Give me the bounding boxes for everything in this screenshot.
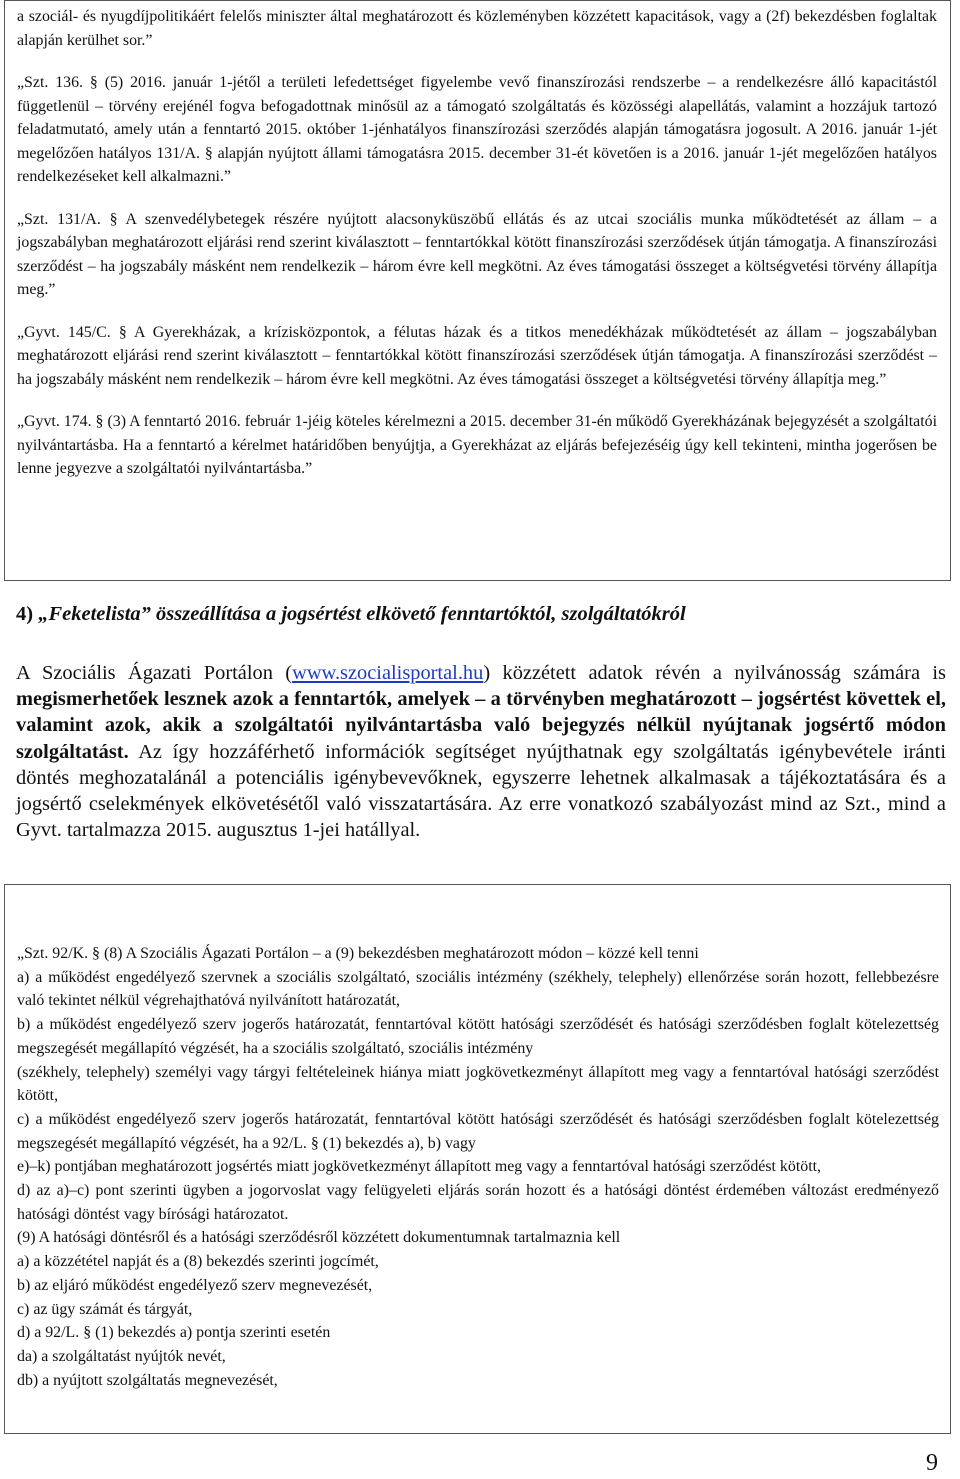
law-line: b) a működést engedélyező szerv jogerős határozatát, fenntartóval kötött hatósági szerződését és hatósági szerződésben foglalt kötelezettség megszegését megállapító végzését, ha a szociális szolgáltató, szociális intézmény <box>17 1016 939 1057</box>
body-text: A Szociális Ágazati Portálon ( <box>16 662 293 684</box>
law-paragraph: „Gyvt. 145/C. § A Gyerekházak, a krízisközpontok, a félutas házak és a titkos menedékházak működtetését az állam – jogszabályban meghatározott eljárási rend szerint kiválasztott – fenntartókkal kötött finanszírozási szerződések útján támogatja. A finanszírozási szerződést – ha jogszabály másként nem rendelkezik – három évre kell megkötni. Az éves támogatási összeget a költségvetési törvény állapítja meg.” <box>17 323 937 388</box>
law-paragraph: „Gyvt. 174. § (3) A fenntartó 2016. február 1-jéig köteles kérelmezni a 2015. december 31-én működő Gyerekházának bejegyzését a szolgáltatói nyilvántartásba. Ha a fenntartó a kérelmet határidőben benyújtja, a Gyerekházat az eljárás befejezéséig úgy kell tekinteni, mintha jogerősen be lenne jegyezve a szolgáltatói nyilvántartásba.” <box>17 413 937 477</box>
section-title: „Feketelista” összeállítása a jogsértést elkövető fenntartóktól, szolgáltatókról <box>38 603 686 625</box>
law-line: (székhely, telephely) személyi vagy tárgyi feltételeinek hiánya miatt jogkövetkezményt állapított meg vagy a fenntartóval hatósági szerződést kötött, <box>17 1063 939 1105</box>
law-line: e)–k) pontjában meghatározott jogsértés miatt jogkövetkezményt állapított meg vagy a fenntartóval hatósági szerződést kötött, <box>17 1158 821 1176</box>
body-bold-text: megismerhetőek lesznek azok a fenntartók, amelyek – a törvényben meghatározott – jogsértést követtek el, valamint azok, akik a szolgáltatói nyilvántartásba való bejegyzés nélkül nyújtanak jogsértő módon szolgáltatást. <box>16 688 946 763</box>
law-line: db) a nyújtott szolgáltatás megnevezését, <box>17 1371 278 1389</box>
law-paragraph: „Szt. 131/A. § A szenvedélybetegek részére nyújtott alacsonyküszöbű ellátás és az utcai szociális munka működtetését az állam – a jogszabályban meghatározott eljárási rend szerint kiválasztott – fenntartókkal kötött finanszírozási szerződések útján támogatja. A finanszírozási szerződést – ha jogszabály másként nem rendelkezik – három évre kell megkötni. Az éves támogatási összeget a költségvetési törvény állapítja meg.” <box>17 210 937 298</box>
law-line: b) az eljáró működést engedélyező szerv megnevezését, <box>17 1276 373 1294</box>
law-paragraph: a szociál- és nyugdíjpolitikáért felelős miniszter által meghatározott és közleményben közzétett kapacitások, vagy a (2f) bekezdésben foglaltak alapján kerülhet sor.” <box>17 8 937 49</box>
quoted-law-box-top <box>4 0 951 581</box>
law-line: d) az a)–c) pont szerinti ügyben a jogorvoslat vagy felügyeleti eljárás során hozott és a hatósági döntést érdemében változást eredményező hatósági döntést vagy bírósági határozatot. <box>17 1182 939 1223</box>
section-body <box>16 660 946 843</box>
law-line: „Szt. 92/K. § (8) A Szociális Ágazati Portálon – a (9) bekezdésben meghatározott módon – közzé kell tenni <box>17 945 699 962</box>
law-line: da) a szolgáltatást nyújtók nevét, <box>17 1347 226 1365</box>
page-number: 9 <box>926 1450 938 1476</box>
law-line: a) a működést engedélyező szervnek a szociális szolgáltató, szociális intézmény (székhely, telephely) ellenőrzése során hozott, fellebbezésre való tekintet nélkül végrehajthatóvá nyilvánított határozatát, <box>17 968 939 1010</box>
portal-link[interactable]: www.szocialisportal.hu <box>292 662 484 684</box>
body-text: ) közzétett adatok révén a nyilvánosság számára is <box>483 662 946 684</box>
law-line: c) a működést engedélyező szerv jogerős határozatát, fenntartóval kötött hatósági szerződését és hatósági szerződésben foglalt kötelezettség megszegését megállapító végzését, ha a 92/L. § (1) bekezdés a), b) vagy <box>17 1110 939 1152</box>
quoted-law-text <box>17 5 937 481</box>
section-heading <box>16 603 946 626</box>
quoted-law-text <box>17 942 939 1392</box>
law-line: (9) A hatósági döntésről és a hatósági szerződésről közzétett dokumentumnak tartalmaznia kell <box>17 1229 621 1247</box>
law-line: d) a 92/L. § (1) bekezdés a) pontja szerinti esetén <box>17 1324 331 1342</box>
quoted-law-box-bottom <box>4 884 951 1434</box>
law-line: a) a közzététel napját és a (8) bekezdés szerinti jogcímét, <box>17 1253 379 1271</box>
section-number: 4) <box>16 603 34 625</box>
body-text: Az így hozzáférhető információk segítséget nyújthatnak egy szolgáltatás igénybevétele iránti döntés meghozatalánál a potenciális igénybevevőknek, egyszerre lehetnek alkalmasak a tájékoztatására és a jogsértő cselekmények elkövetésétől való visszatartására. Az erre vonatkozó szabályozást mind az Szt., mind a Gyvt. tartalmazza 2015. augusztus 1-jei hatállyal. <box>16 740 946 842</box>
law-paragraph: „Szt. 136. § (5) 2016. január 1-jétől a területi lefedettséget figyelembe vevő finanszírozási rendszerbe – a rendelkezésre álló kapacitástól függetlenül – törvény erejénél fogva befogadottnak minősül az a támogató szolgáltatás és közösségi alapellátás, valamint a hozzájuk tartozó feladatmutató, amely után a fenntartó 2015. október 1-jénhatályos finanszírozási szerződés alapján támogatásra jogosult. A 2016. január 1-jét megelőzően hatályos 131/A. § alapján nyújtott állami támogatásra 2015. december 31-ét követően is a 2016. január 1-jét megelőzően hatályos rendelkezéseket kell alkalmazni.” <box>17 74 937 185</box>
law-line: c) az ügy számát és tárgyát, <box>17 1300 193 1318</box>
